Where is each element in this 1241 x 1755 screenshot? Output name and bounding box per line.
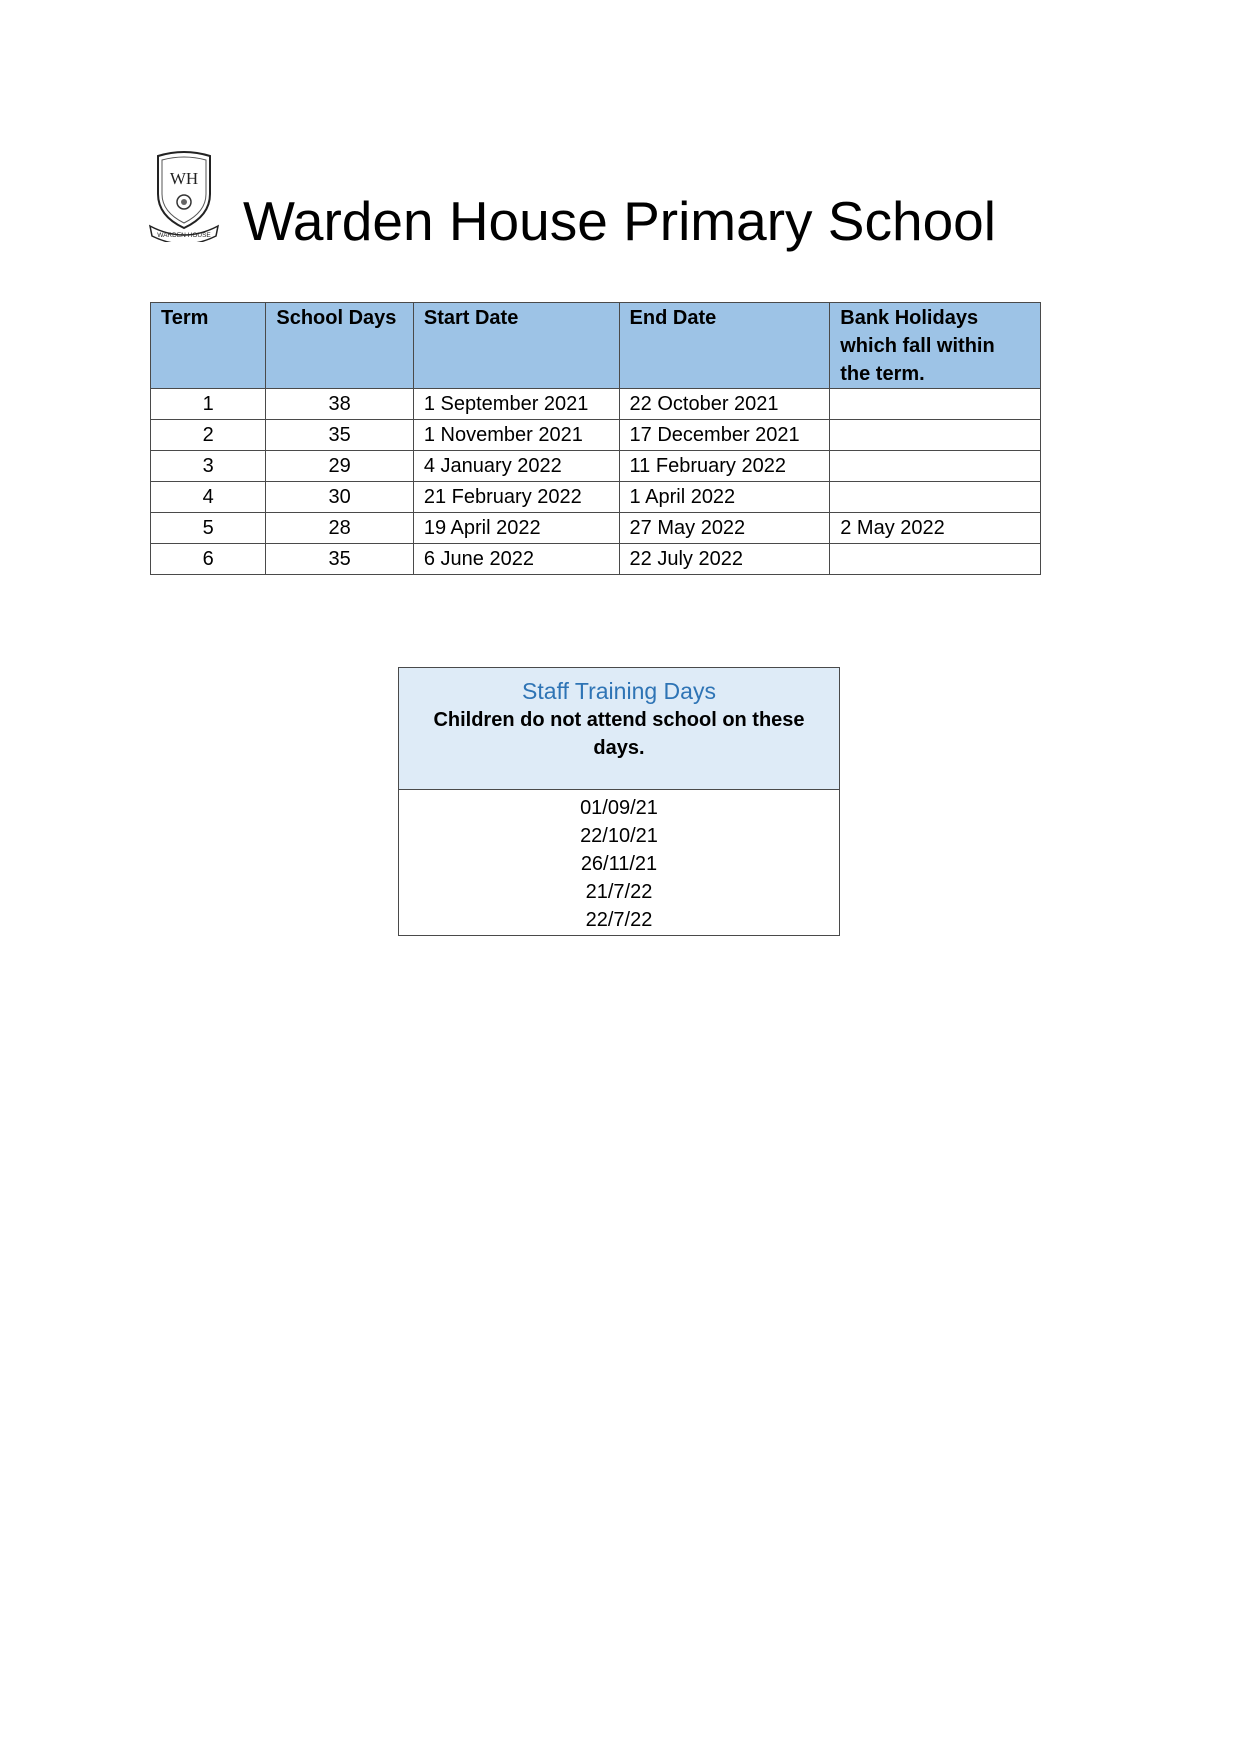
cell-start-date: 6 June 2022 [413, 544, 619, 575]
staff-training-title: Staff Training Days [522, 678, 716, 704]
cell-school-days: 35 [266, 420, 413, 451]
crest-initials: WH [169, 169, 199, 188]
cell-term: 2 [151, 420, 266, 451]
cell-bank-holiday [830, 451, 1041, 482]
table-row [151, 389, 1041, 420]
training-date: 01/09/21 [580, 797, 658, 819]
cell-start-date: 19 April 2022 [413, 513, 619, 544]
term-dates-table [150, 302, 1041, 575]
page-title: Warden House Primary School [243, 190, 996, 252]
cell-end-date: 11 February 2022 [619, 451, 830, 482]
crest-ribbon-text: WARDEN HOUSE [157, 232, 211, 239]
cell-start-date: 4 January 2022 [413, 451, 619, 482]
cell-start-date: 1 November 2021 [413, 420, 619, 451]
cell-school-days: 38 [266, 389, 413, 420]
table-row [151, 420, 1041, 451]
staff-training-header [399, 668, 840, 790]
table-row [151, 544, 1041, 575]
cell-school-days: 30 [266, 482, 413, 513]
cell-bank-holiday [830, 389, 1041, 420]
training-date: 21/7/22 [585, 881, 653, 903]
table-row [151, 482, 1041, 513]
table-row [151, 513, 1041, 544]
training-date: 26/11/21 [580, 853, 658, 875]
cell-end-date: 17 December 2021 [619, 420, 830, 451]
column-header-bank-holidays: Bank Holidays which fall within the term. [830, 303, 1041, 389]
cell-end-date: 1 April 2022 [619, 482, 830, 513]
cell-term: 6 [151, 544, 266, 575]
cell-start-date: 1 September 2021 [413, 389, 619, 420]
cell-end-date: 22 July 2022 [619, 544, 830, 575]
table-row [151, 451, 1041, 482]
cell-start-date: 21 February 2022 [413, 482, 619, 513]
cell-school-days: 28 [266, 513, 413, 544]
school-crest-logo [148, 150, 220, 242]
cell-term: 1 [151, 389, 266, 420]
cell-term: 4 [151, 482, 266, 513]
cell-term: 5 [151, 513, 266, 544]
table-header-row [151, 303, 1041, 389]
cell-bank-holiday [830, 482, 1041, 513]
training-date: 22/10/21 [580, 825, 658, 847]
cell-school-days: 29 [266, 451, 413, 482]
cell-end-date: 27 May 2022 [619, 513, 830, 544]
training-date: 22/7/22 [585, 909, 653, 931]
cell-bank-holiday: 2 May 2022 [830, 513, 1041, 544]
cell-bank-holiday [830, 420, 1041, 451]
staff-training-days-table [398, 667, 840, 936]
staff-training-subtitle: Children do not attend school on these days. [433, 709, 805, 759]
cell-term: 3 [151, 451, 266, 482]
column-header-school-days: School Days [266, 303, 413, 389]
cell-bank-holiday [830, 544, 1041, 575]
cell-school-days: 35 [266, 544, 413, 575]
staff-training-dates [399, 790, 840, 936]
column-header-term: Term [151, 303, 266, 389]
column-header-start-date: Start Date [413, 303, 619, 389]
column-header-end-date: End Date [619, 303, 830, 389]
cell-end-date: 22 October 2021 [619, 389, 830, 420]
